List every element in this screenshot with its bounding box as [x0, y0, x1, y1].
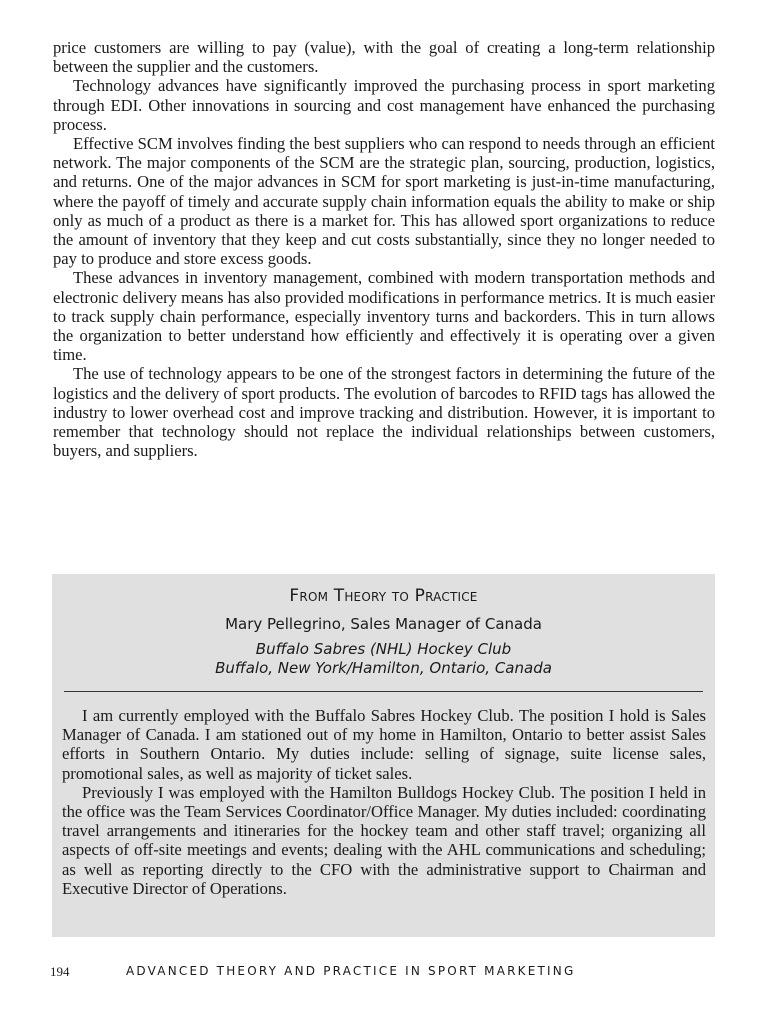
sidebar-org-line-1: Buffalo Sabres (NHL) Hockey Club	[255, 640, 512, 658]
sidebar-author-name: Mary Pellegrino, Sales Manager of Canada	[225, 615, 542, 633]
theory-to-practice-sidebar	[52, 574, 715, 937]
body-paragraph-2: Technology advances have significantly improved the purchasing process in sport marketing through EDI. Other innovations in sourcing and cost management have enhanced the purchasing process.	[53, 76, 715, 134]
body-paragraph-4: These advances in inventory management, combined with modern transportation methods and electronic delivery means has also provided modifications in performance metrics. It is much easier to track supply chain performance, especially inventory turns and backorders. This in turn allows the organization to better understand how efficiently and effectively it is operating over a given time.	[53, 268, 715, 365]
sidebar-divider	[64, 691, 703, 692]
sidebar-org-line-2: Buffalo, New York/Hamilton, Ontario, Canada	[215, 659, 552, 677]
sidebar-title: From Theory to Practice	[289, 586, 478, 606]
sidebar-paragraph-1: I am currently employed with the Buffalo Sabres Hockey Club. The position I hold is Sales Manager of Canada. I am stationed out of my home in Hamilton, Ontario to better assist Sales efforts in Southern Ontario. My duties include: selling of signage, suite license sales, promotional sales, as well as majority of ticket sales.	[62, 706, 706, 783]
sidebar-body-text	[62, 706, 706, 898]
body-paragraph-3: Effective SCM involves finding the best suppliers who can respond to needs through an efficient network. The major components of the SCM are the strategic plan, sourcing, production, logistics, and returns. One of the major advances in SCM for sport marketing is just-in-time manufacturing, where the payoff of timely and accurate supply chain information equals the ability to make or ship only as much of a product as there is a market for. This has allowed sport organizations to reduce the amount of inventory that they keep and cut costs substantially, since they no longer needed to pay to produce and store excess goods.	[53, 134, 715, 269]
body-paragraph-5: The use of technology appears to be one of the strongest factors in determining the future of the logistics and the delivery of sport products. The evolution of barcodes to RFID tags has allowed the industry to lower overhead cost and improve tracking and distribution. However, it is important to remember that technology should not replace the individual relationships between customers, buyers, and suppliers.	[53, 364, 715, 461]
sidebar-paragraph-2: Previously I was employed with the Hamilton Bulldogs Hockey Club. The position I held in the office was the Team Services Coordinator/Office Manager. My duties included: coordinating travel arrangements and itineraries for the hockey team and other staff travel; organizing all aspects of off-site meetings and events; dealing with the AHL communications and scheduling; as well as reporting directly to the CFO with the administrative support to Chairman and Executive Director of Operations.	[62, 782, 706, 898]
sidebar-organization	[52, 640, 715, 678]
main-body-text	[53, 38, 715, 460]
body-paragraph-1: price customers are willing to pay (value), with the goal of creating a long-term relationship between the supplier and the customers.	[53, 38, 715, 77]
running-head: ADVANCED THEORY AND PRACTICE IN SPORT MARKETING	[126, 964, 576, 978]
page-number: 194	[50, 964, 70, 979]
